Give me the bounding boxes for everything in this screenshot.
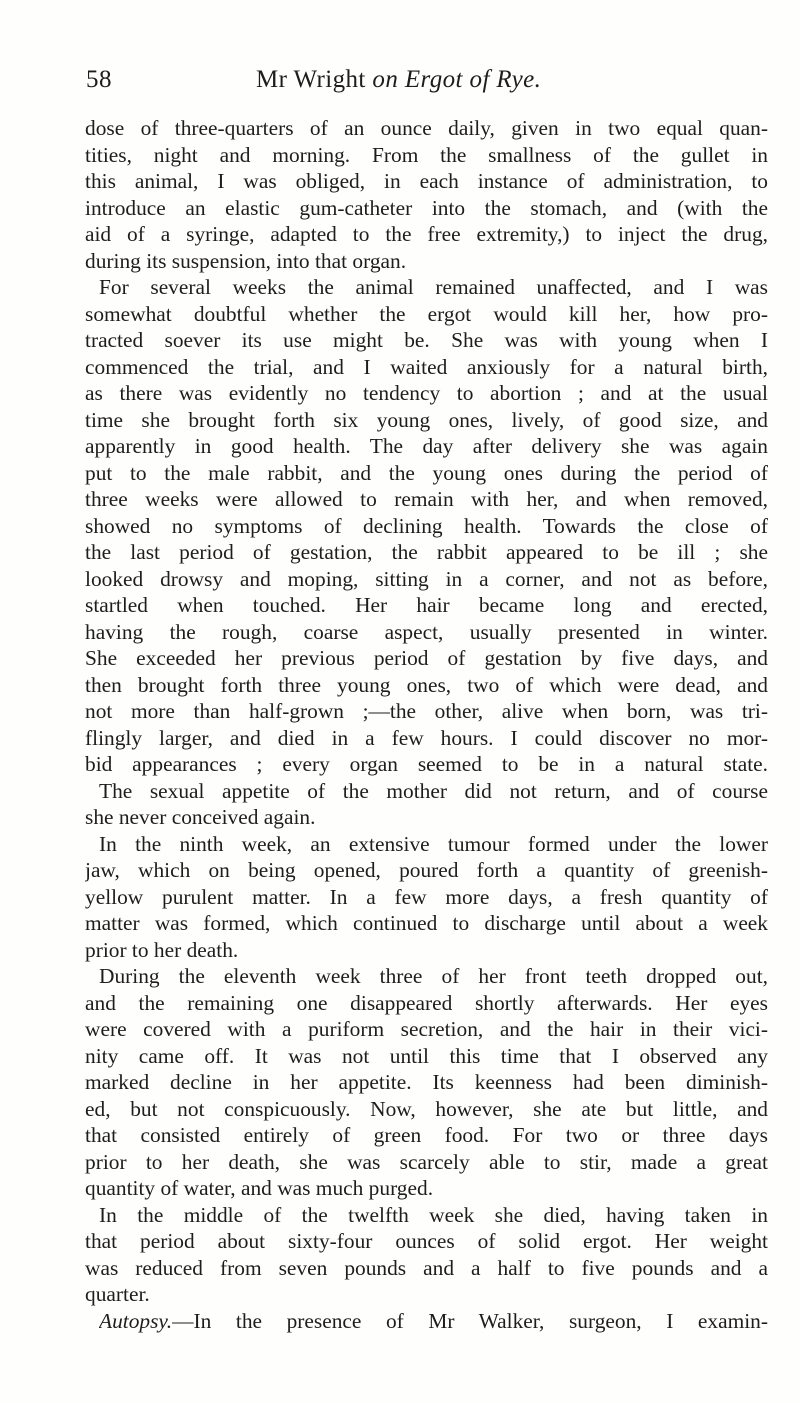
text-line: aid of a syringe, adapted to the free extremity,) to inject the drug, <box>85 222 768 246</box>
text-line: during its suspension, into that organ. <box>85 248 407 273</box>
paragraph-start-line: The sexual appetite of the mother did not return, and of course <box>99 778 768 803</box>
text-line: she never conceived again. <box>85 805 316 829</box>
text-line: introduce an elastic gum-catheter into the stomach, and (with the <box>85 195 768 220</box>
text-line: quantity of water, and was much purged. <box>85 1176 434 1200</box>
paragraph-start-line: For several weeks the animal remained unaffected, and I was <box>99 275 768 299</box>
text-line: and the remaining one disappeared shortly afterwards. Her eyes <box>85 990 768 1015</box>
paragraph-start-line: In the ninth week, an extensive tumour formed under the lower <box>99 831 768 856</box>
paragraph-start-line: In the middle of the twelfth week she died, having taken in <box>99 1202 768 1227</box>
text-line: She exceeded her previous period of gestation by five days, and <box>85 646 768 670</box>
text-line: that period about sixty-four ounces of solid ergot. Her weight <box>85 1229 768 1253</box>
text-line: showed no symptoms of declining health. Towards the close of <box>85 513 768 538</box>
text-line: jaw, which on being opened, poured forth a quantity of greenish- <box>85 858 768 882</box>
running-title-subject: on Ergot of Rye. <box>372 66 542 93</box>
text-line: ed, but not conspicuously. Now, however, she ate but little, and <box>85 1096 768 1121</box>
text-line: prior to her death, she was scarcely able to stir, made a great <box>85 1149 768 1174</box>
text-line: quarter. <box>85 1282 150 1306</box>
text-line: commenced the trial, and I waited anxiously for a natural birth, <box>85 354 768 379</box>
text-line: tracted soever its use might be. She was with young when I <box>85 328 768 352</box>
text-line: startled when touched. Her hair became long and erected, <box>85 593 768 617</box>
text-line: having the rough, coarse aspect, usually presented in winter. <box>85 619 768 644</box>
text-line: tities, night and morning. From the smallness of the gullet in <box>85 142 768 167</box>
text-line: not more than half-grown ;—the other, alive when born, was tri- <box>85 699 768 723</box>
text-line: marked decline in her appetite. Its keenness had been diminish- <box>85 1070 768 1094</box>
page-number: 58 <box>86 66 112 93</box>
text-line: this animal, I was obliged, in each instance of administration, to <box>85 169 768 193</box>
text-line: was reduced from seven pounds and a half to five pounds and a <box>85 1255 768 1280</box>
text-line: prior to her death. <box>85 937 239 962</box>
text-line: put to the male rabbit, and the young ones during the period of <box>85 460 768 485</box>
body-text <box>85 115 768 1334</box>
text-line: matter was formed, which continued to discharge until about a week <box>85 911 768 935</box>
text-line: yellow purulent matter. In a few more days, a fresh quantity of <box>85 884 768 909</box>
text-line: the last period of gestation, the rabbit appeared to be ill ; she <box>85 540 768 564</box>
text-line: that consisted entirely of green food. For two or three days <box>85 1123 768 1147</box>
running-header <box>86 66 780 106</box>
paragraph-start-line <box>99 1308 768 1335</box>
running-title-author: Mr Wright <box>256 66 373 93</box>
text-line: were covered with a puriform secretion, and the hair in their vici- <box>85 1017 768 1041</box>
text-line: flingly larger, and died in a few hours. I could discover no mor- <box>85 725 768 750</box>
text-line: three weeks were allowed to remain with her, and when removed, <box>85 487 768 511</box>
autopsy-text: —In the presence of Mr Walker, surgeon, I examin- <box>172 1308 768 1333</box>
text-line: then brought forth three young ones, two of which were dead, and <box>85 672 768 697</box>
text-line: somewhat doubtful whether the ergot would kill her, how pro- <box>85 301 768 326</box>
text-line: bid appearances ; every organ seemed to be in a natural state. <box>85 752 768 776</box>
text-line: time she brought forth six young ones, lively, of good size, and <box>85 407 768 432</box>
text-line: as there was evidently no tendency to abortion ; and at the usual <box>85 381 768 405</box>
running-title <box>256 66 541 94</box>
text-line: dose of three-quarters of an ounce daily, given in two equal quan- <box>85 116 768 140</box>
text-line: apparently in good health. The day after delivery she was again <box>85 434 768 458</box>
text-line: looked drowsy and moping, sitting in a corner, and not as before, <box>85 566 768 591</box>
autopsy-heading: Autopsy. <box>99 1308 173 1333</box>
text-line: nity came off. It was not until this time that I observed any <box>85 1043 768 1068</box>
paragraph-start-line: During the eleventh week three of her front teeth dropped out, <box>99 964 768 988</box>
